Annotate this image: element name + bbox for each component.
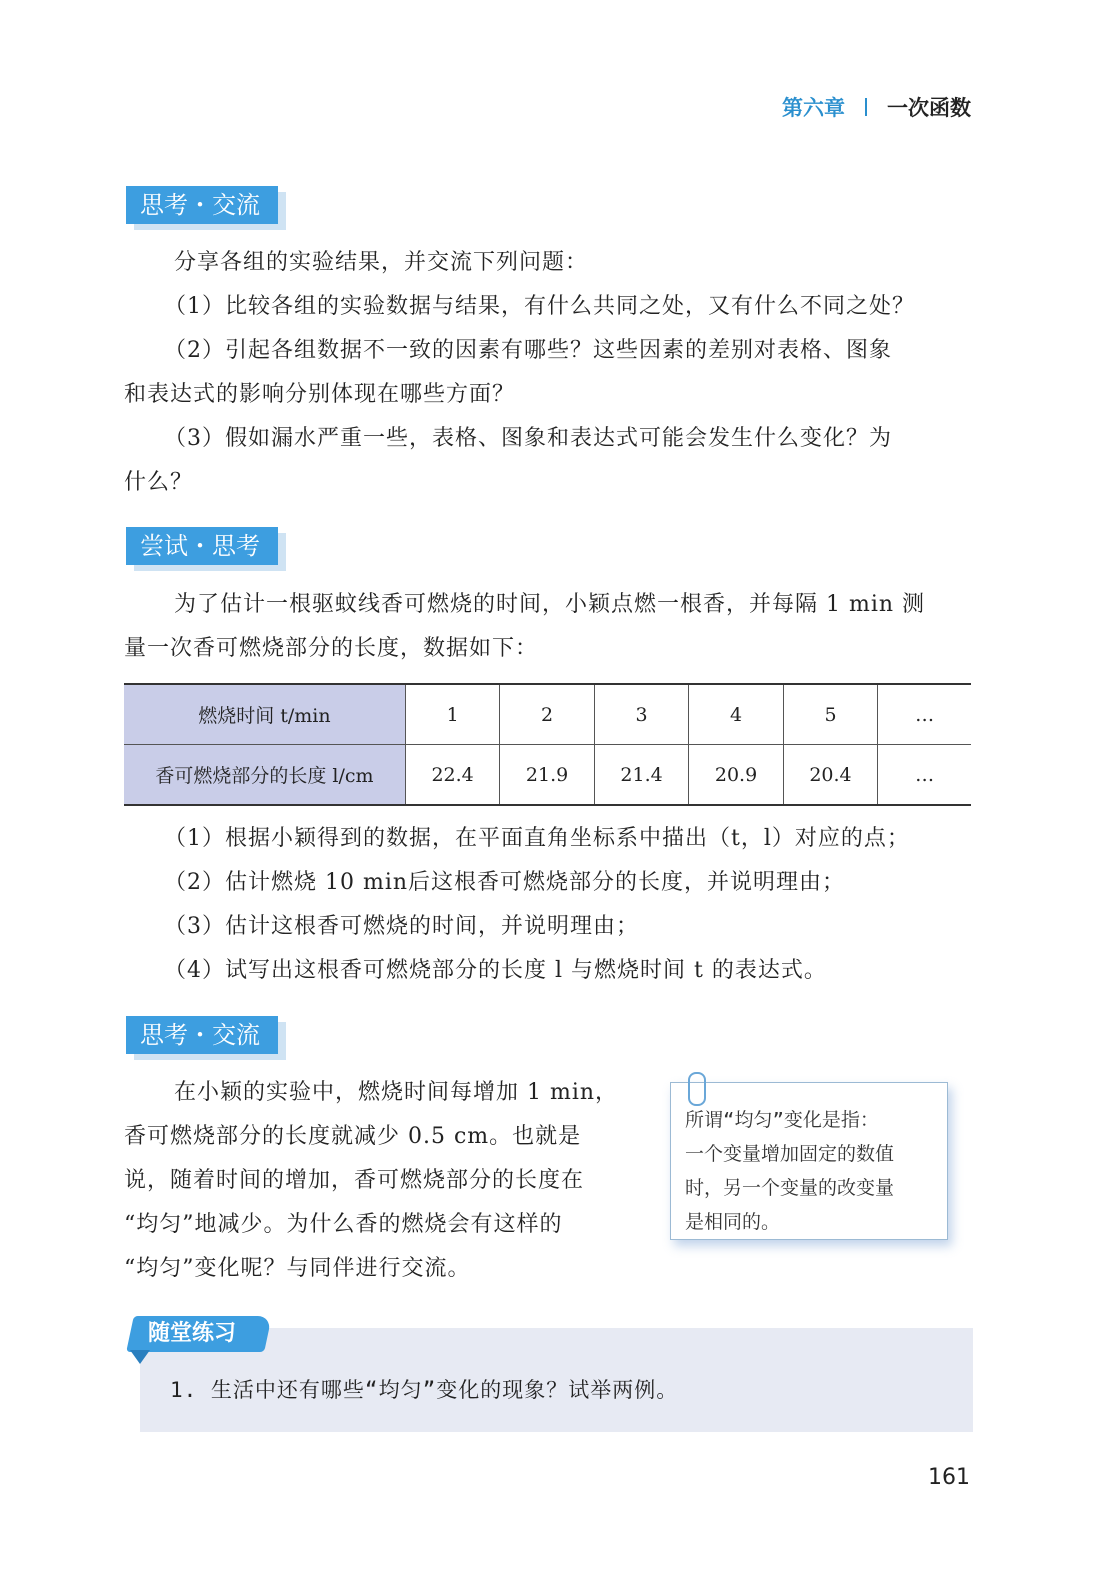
s3-line1: 在小颖的实验中，燃烧时间每增加 1 min，: [174, 1080, 619, 1105]
practice-tag-tail: [130, 1350, 150, 1364]
row-header-time: 燃烧时间 t/min: [124, 684, 405, 745]
row-header-length: 香可燃烧部分的长度 l/cm: [124, 745, 405, 806]
s1-q1: （1）比较各组的实验数据与结果，有什么共同之处，又有什么不同之处？: [164, 294, 915, 319]
s2-intro-b: 量一次香可燃烧部分的长度，数据如下：: [124, 636, 539, 661]
s3-line3: 说，随着时间的增加，香可燃烧部分的长度在: [124, 1168, 585, 1193]
side-note: [670, 1082, 948, 1240]
table-cell: 3: [594, 684, 688, 745]
table-cell: …: [878, 684, 971, 745]
table-cell: 20.9: [689, 745, 783, 806]
paperclip-icon: [688, 1072, 706, 1106]
s3-line5: “均匀”变化呢？与同伴进行交流。: [124, 1256, 471, 1281]
table-cell: 4: [689, 684, 783, 745]
s2-q1: （1）根据小颖得到的数据，在平面直角坐标系中描出（t，l）对应的点；: [164, 826, 910, 851]
header-divider: [865, 98, 867, 116]
s1-q2-a: （2）引起各组数据不一致的因素有哪些？这些因素的差别对表格、图象: [164, 338, 892, 363]
chapter-topic: 一次函数: [887, 96, 971, 120]
table-cell: 21.9: [500, 745, 594, 806]
practice-tag: 随堂练习: [148, 1321, 237, 1346]
s3-line4: “均匀”地减少。为什么香的燃烧会有这样的: [124, 1212, 563, 1237]
page-header: [782, 92, 971, 122]
s2-q3: （3）估计这根香可燃烧的时间，并说明理由；: [164, 914, 639, 939]
table-cell: 21.4: [594, 745, 688, 806]
page-number: 161: [928, 1465, 970, 1490]
table-row: [124, 684, 971, 745]
s1-q3-a: （3）假如漏水严重一些，表格、图象和表达式可能会发生什么变化？为: [164, 426, 892, 451]
practice-q1: 1. 生活中还有哪些“均匀”变化的现象？试举两例。: [170, 1378, 679, 1402]
s2-q4: （4）试写出这根香可燃烧部分的长度 l 与燃烧时间 t 的表达式。: [164, 958, 827, 983]
s1-q2-b: 和表达式的影响分别体现在哪些方面？: [124, 382, 516, 407]
note-line: 是相同的。: [685, 1211, 781, 1233]
s1-intro: 分享各组的实验结果，并交流下列问题：: [174, 250, 589, 275]
table-cell: 20.4: [783, 745, 877, 806]
note-line: 所谓“均匀”变化是指：: [685, 1109, 879, 1131]
table-cell: 22.4: [405, 745, 499, 806]
s1-q3-b: 什么？: [124, 470, 194, 495]
table-row: [124, 745, 971, 806]
burn-data-table: [124, 683, 971, 806]
s3-line2: 香可燃烧部分的长度就减少 0.5 cm。也就是: [124, 1124, 582, 1149]
s2-intro-a: 为了估计一根驱蚊线香可燃烧的时间，小颖点燃一根香，并每隔 1 min 测: [174, 592, 926, 617]
table-cell: 2: [500, 684, 594, 745]
note-line: 时，另一个变量的改变量: [685, 1177, 895, 1199]
table-cell: 1: [405, 684, 499, 745]
note-line: 一个变量增加固定的数值: [685, 1143, 895, 1165]
table-cell: 5: [783, 684, 877, 745]
s2-q2: （2）估计燃烧 10 min后这根香可燃烧部分的长度，并说明理由；: [164, 870, 846, 895]
table-cell: …: [878, 745, 971, 806]
chapter-label: 第六章: [782, 96, 845, 120]
